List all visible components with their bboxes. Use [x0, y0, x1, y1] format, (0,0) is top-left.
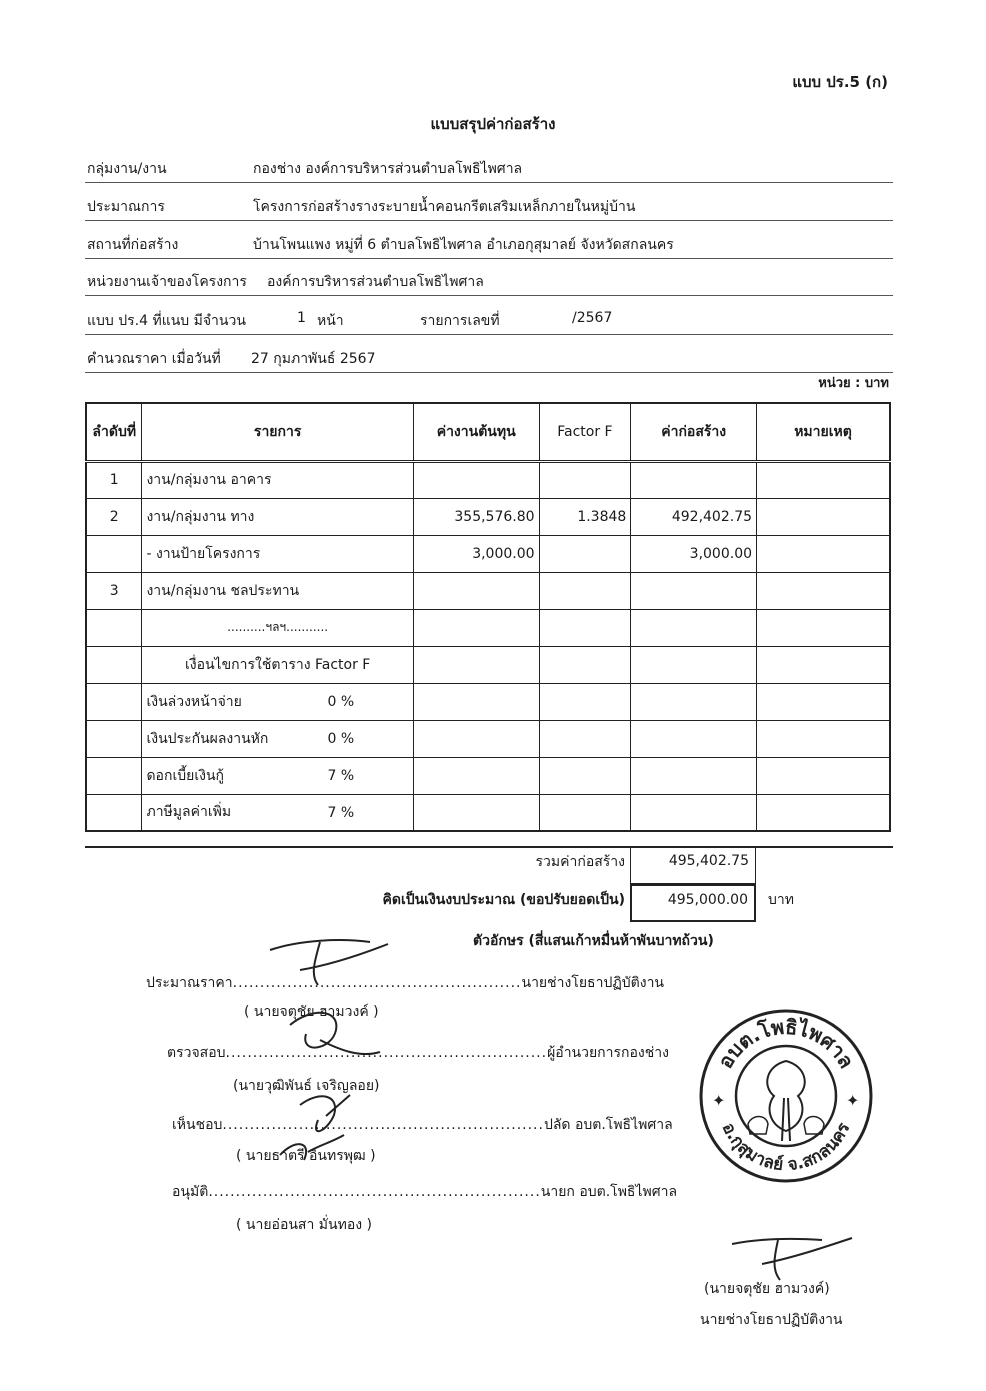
header-row-site — [85, 222, 893, 259]
item-no-value: /2567 — [572, 310, 613, 326]
condition-cell — [142, 683, 413, 720]
header-row-owner — [85, 259, 893, 296]
row-factor — [539, 535, 631, 572]
row-cost: 3,000.00 — [413, 535, 539, 572]
signature-name: ( นายจตุชัย ฮามวงค์ ) — [244, 1004, 379, 1020]
item-no-label: รายการเลขที่ — [420, 313, 500, 329]
table-row — [86, 572, 890, 609]
form-code: แบบ ปร.5 (ก) — [792, 73, 888, 91]
condition-value: 7 % — [327, 804, 355, 821]
signature-line-authorizer: อนุมัติ.............................................................นายก อบต.โพธิไพศาล — [172, 1184, 678, 1200]
site-value: บ้านโพนแพง หมู่ที่ 6 ตำบลโพธิไพศาล อำเภอกุสุมาลย์ จังหวัดสกลนคร — [253, 237, 674, 253]
row-no: 1 — [86, 461, 142, 498]
attach-count: 1 — [297, 310, 306, 326]
row-note — [757, 646, 890, 683]
signature-action: ประมาณราคา — [146, 975, 233, 991]
row-note — [757, 461, 890, 498]
row-item: งาน/กลุ่มงาน ทาง — [142, 498, 413, 535]
budget-value: 495,000.00 — [630, 884, 756, 922]
row-construction — [631, 609, 757, 646]
estimate-label: ประมาณการ — [87, 199, 165, 215]
row-factor — [539, 572, 631, 609]
signature-role: ปลัด อบต.โพธิไพศาล — [543, 1117, 673, 1133]
group-label: กลุ่มงาน/งาน — [87, 161, 167, 177]
table-row — [86, 498, 890, 535]
table-row — [86, 535, 890, 572]
row-note — [757, 498, 890, 535]
condition-label: ภาษีมูลค่าเพิ่ม — [146, 804, 232, 821]
attach-label: แบบ ปร.4 ที่แนบ มีจำนวน — [87, 313, 246, 329]
condition-cell — [142, 757, 413, 794]
svg-text:อบต.โพธิไพศาล: อบต.โพธิไพศาล — [713, 1014, 859, 1073]
owner-value: องค์การบริหารส่วนตำบลโพธิไพศาล — [267, 274, 484, 290]
certifier-role: นายช่างโยธาปฏิบัติงาน — [700, 1312, 843, 1328]
row-cost — [413, 609, 539, 646]
col-header-factor: Factor F — [539, 403, 631, 461]
table-row — [86, 609, 890, 646]
row-no — [86, 609, 142, 646]
condition-cell — [142, 720, 413, 757]
condition-label: เงินประกันผลงานหัก — [146, 730, 269, 747]
certifier-name: (นายจตุชัย ฮามวงค์) — [704, 1281, 830, 1297]
signature-line-estimator: ประมาณราคา.....................................................นายช่างโยธาปฏิบัติงาน — [146, 975, 664, 991]
signature-line-approver: เห็นชอบ...........................................................ปลัด อบต.โพธิไพศาล — [172, 1117, 673, 1133]
total-value: 495,402.75 — [630, 846, 756, 884]
estimate-value: โครงการก่อสร้างรางระบายน้ำคอนกรีตเสริมเหล็กภายในหมู่บ้าน — [253, 199, 636, 215]
condition-label: ดอกเบี้ยเงินกู้ — [146, 767, 224, 784]
signature-role: นายช่างโยธาปฏิบัติงาน — [521, 975, 664, 991]
row-factor — [539, 461, 631, 498]
condition-row — [86, 794, 890, 831]
attach-unit: หน้า — [317, 313, 344, 329]
svg-text:✦: ✦ — [846, 1091, 860, 1110]
row-construction — [631, 461, 757, 498]
signature-action: ตรวจสอบ — [167, 1045, 226, 1061]
site-label: สถานที่ก่อสร้าง — [87, 237, 179, 253]
header-row-group — [85, 146, 893, 183]
row-note — [757, 609, 890, 646]
row-cost: 355,576.80 — [413, 498, 539, 535]
row-item: งาน/กลุ่มงาน ชลประทาน — [142, 572, 413, 609]
signature-role: นายก อบต.โพธิไพศาล — [540, 1184, 678, 1200]
owner-label: หน่วยงานเจ้าของโครงการ — [87, 274, 247, 290]
row-factor — [539, 646, 631, 683]
condition-value: 7 % — [327, 767, 355, 784]
row-no — [86, 646, 142, 683]
group-value: กองช่าง องค์การบริหารส่วนตำบลโพธิไพศาล — [253, 161, 523, 177]
header-row-calc — [85, 336, 893, 373]
condition-value: 0 % — [327, 730, 355, 747]
col-header-note: หมายเหตุ — [757, 403, 890, 461]
row-no — [86, 535, 142, 572]
calc-label: คำนวณราคา เมื่อวันที่ — [87, 351, 221, 367]
row-no: 3 — [86, 572, 142, 609]
row-note — [757, 572, 890, 609]
calc-date: 27 กุมภาพันธ์ 2567 — [251, 351, 376, 367]
row-factor — [539, 609, 631, 646]
row-factor: 1.3848 — [539, 498, 631, 535]
unit-note: หน่วย : บาท — [818, 376, 889, 391]
signature-role: ผู้อำนวยการกองช่าง — [547, 1045, 669, 1061]
header-row-attach — [85, 298, 893, 335]
official-seal-stamp — [696, 1006, 876, 1186]
budget-label: คิดเป็นเงินงบประมาณ (ขอปรับยอดเป็น) — [382, 892, 625, 908]
row-construction: 492,402.75 — [631, 498, 757, 535]
row-item: ..........ฯลฯ........... — [142, 609, 413, 646]
amount-in-words: ตัวอักษร (สี่แสนเก้าหมื่นห้าพันบาทถ้วน) — [473, 933, 714, 949]
cost-summary-table — [85, 402, 891, 832]
row-construction — [631, 646, 757, 683]
table-row — [86, 646, 890, 683]
condition-row — [86, 683, 890, 720]
signature-name: (นายวุฒิพันธ์ เจริญลอย) — [233, 1078, 380, 1094]
condition-row — [86, 757, 890, 794]
table-row — [86, 461, 890, 498]
row-cost — [413, 572, 539, 609]
table-bottom-rule — [85, 846, 893, 848]
row-construction: 3,000.00 — [631, 535, 757, 572]
table-header-row — [86, 403, 890, 461]
row-cost — [413, 646, 539, 683]
document-title: แบบสรุปค่าก่อสร้าง — [430, 115, 556, 133]
col-header-item: รายการ — [142, 403, 413, 461]
handwritten-signatures — [260, 930, 400, 1170]
signature-action: อนุมัติ — [172, 1184, 209, 1200]
row-item: งาน/กลุ่มงาน อาคาร — [142, 461, 413, 498]
svg-text:✦: ✦ — [712, 1091, 726, 1110]
col-header-construction: ค่าก่อสร้าง — [631, 403, 757, 461]
condition-row — [86, 720, 890, 757]
col-header-no: ลำดับที่ — [86, 403, 142, 461]
signature-name: ( นายอ่อนสา มั่นทอง ) — [236, 1217, 372, 1233]
signature-line-inspector: ตรวจสอบ...........................................................ผู้อำนวยการกองช่าง — [167, 1045, 669, 1061]
total-label: รวมค่าก่อสร้าง — [535, 854, 625, 870]
row-item: - งานป้ายโครงการ — [142, 535, 413, 572]
row-no: 2 — [86, 498, 142, 535]
header-row-estimate — [85, 184, 893, 221]
col-header-cost: ค่างานต้นทุน — [413, 403, 539, 461]
signature-name: ( นายธาตรี อินทรพุฒ ) — [236, 1148, 376, 1164]
row-item: เงื่อนไขการใช้ตาราง Factor F — [142, 646, 413, 683]
condition-value: 0 % — [327, 693, 355, 710]
condition-cell — [142, 794, 413, 831]
signature-action: เห็นชอบ — [172, 1117, 223, 1133]
row-note — [757, 535, 890, 572]
row-construction — [631, 572, 757, 609]
condition-label: เงินล่วงหน้าจ่าย — [146, 693, 242, 710]
svg-text:อ.กุสุมาลย์ จ.สกลนคร: อ.กุสุมาลย์ จ.สกลนคร — [717, 1119, 855, 1176]
budget-unit: บาท — [768, 892, 794, 908]
row-cost — [413, 461, 539, 498]
